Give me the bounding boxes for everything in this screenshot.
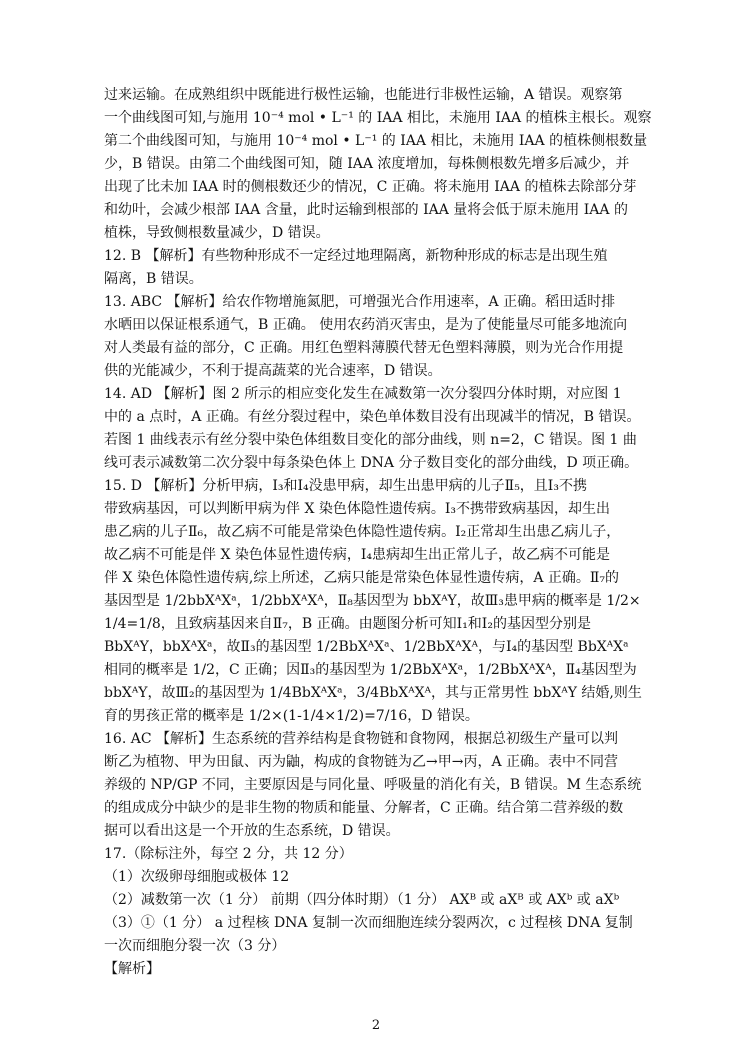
text-line: 线可表示减数第二次分裂中每条染色体上 DNA 分子数目变化的部分曲线，D 项正确。 <box>104 455 639 471</box>
answer-explanation-text <box>104 84 656 981</box>
text-line: 13. ABC 【解析】给农作物增施氮肥，可增强光合作用速率，A 正确。稻田适时排 <box>104 294 616 310</box>
text-line: 一个曲线图可知,与施用 10⁻⁴ mol • L⁻¹ 的 IAA 相比，未施用 IAA 的植株主根长。观察 <box>104 110 652 126</box>
page-number: 2 <box>371 1018 381 1033</box>
text-line: 养级的 NP/GP 不同，主要原因是与同化量、呼吸量的消化有关，B 错误。M 生态系统 <box>104 777 642 793</box>
text-line: 对人类最有益的部分，C 正确。用红色塑料薄膜代替无色塑料薄膜，则为光合作用提 <box>104 340 624 356</box>
text-line: 16. AC 【解析】生态系统的营养结构是食物链和食物网，根据总初级生产量可以判 <box>104 731 618 747</box>
text-line: 相同的概率是 1/2，C 正确；因Ⅱ₃的基因型为 1/2BbXᴬXᵃ，1/2BbXᴬXᴬ，Ⅱ₄基因型为 <box>104 662 637 678</box>
text-line: （1）次级卵母细胞或极体 12 <box>104 869 290 885</box>
text-line: 据可以看出这是一个开放的生态系统，D 错误。 <box>104 823 400 839</box>
text-line: 断乙为植物、甲为田鼠、丙为鼬，构成的食物链为乙→甲→丙，A 正确。表中不同营 <box>104 754 619 770</box>
text-line: 少，B 错误。由第二个曲线图可知，随 IAA 浓度增加，每株侧根数先增多后减少，并 <box>104 156 630 172</box>
text-line: 的组成成分中缺少的是非生物的物质和能量、分解者，C 正确。结合第二营养级的数 <box>104 800 624 816</box>
text-line: 供的光能减少，不利于提高蔬菜的光合速率，D 错误。 <box>104 363 442 379</box>
text-line: 出现了比未加 IAA 时的侧根数还少的情况，C 正确。将未施用 IAA 的植株去除部分芽 <box>104 179 637 195</box>
text-line: 伴 X 染色体隐性遗传病,综上所述，乙病只能是常染色体显性遗传病，A 正确。Ⅱ₇的 <box>104 570 620 586</box>
text-line: 水晒田以保证根系通气，B 正确。 使用农药消灭害虫，是为了使能量尽可能多地流向 <box>104 317 628 333</box>
text-line: 和幼叶，会减少根部 IAA 含量，此时运输到根部的 IAA 量将会低于原未施用 IAA 的 <box>104 202 628 218</box>
text-line: （3）①（1 分） a 过程核 DNA 复制一次而细胞连续分裂两次，c 过程核 DNA 复制 <box>104 915 633 931</box>
text-line: 12. B 【解析】有些物种形成不一定经过地理隔离，新物种形成的标志是出现生殖 <box>104 248 608 264</box>
text-line: 第二个曲线图可知，与施用 10⁻⁴ mol • L⁻¹ 的 IAA 相比，未施用 IAA 的植株侧根数量 <box>104 133 648 149</box>
text-line: 育的男孩正常的概率是 1/2×(1-1/4×1/2)=7/16，D 错误。 <box>104 708 479 724</box>
text-line: bbXᴬY，故Ⅲ₂的基因型为 1/4BbXᴬXᵃ，3/4BbXᴬXᴬ，其与正常男性 bbXᴬY 结婚,则生 <box>104 685 642 701</box>
text-line: 植株，导致侧根数量减少，D 错误。 <box>104 225 330 241</box>
text-line: 一次而细胞分裂一次（3 分） <box>104 938 286 954</box>
text-line: 带致病基因，可以判断甲病为伴 X 染色体隐性遗传病。Ⅰ₃不携带致病基因，却生出 <box>104 501 611 517</box>
text-line: 1/4=1/8，且致病基因来自Ⅱ₇，B 正确。由题图分析可知Ⅰ₁和Ⅰ₂的基因型分别是 <box>104 616 591 632</box>
text-line: 过来运输。在成熟组织中既能进行极性运输，也能进行非极性运输，A 错误。观察第 <box>104 87 623 103</box>
text-line: BbXᴬY，bbXᴬXᵃ，故Ⅱ₃的基因型 1/2BbXᴬXᵃ、1/2BbXᴬXᴬ，与Ⅰ₄的基因型 BbXᴬXᵃ <box>104 639 629 655</box>
text-line: 隔离，B 错误。 <box>104 271 203 287</box>
text-line: 【解析】 <box>104 961 160 977</box>
text-line: 15. D 【解析】分析甲病，Ⅰ₃和Ⅰ₄没患甲病，却生出患甲病的儿子Ⅱ₅，且Ⅰ₃不携 <box>104 478 587 494</box>
text-line: 中的 a 点时，A 正确。有丝分裂过程中，染色单体数目没有出现减半的情况，B 错误。 <box>104 409 641 425</box>
text-line: 17.（除标注外，每空 2 分，共 12 分） <box>104 846 353 862</box>
text-line: 患乙病的儿子Ⅱ₆，故乙病不可能是常染色体隐性遗传病。Ⅰ₂正常却生出患乙病儿子， <box>104 524 621 540</box>
text-line: 基因型是 1/2bbXᴬXᵃ，1/2bbXᴬXᴬ，Ⅱ₈基因型为 bbXᴬY，故Ⅲ₃患甲病的概率是 1/2× <box>104 593 641 609</box>
text-line: 若图 1 曲线表示有丝分裂中染色体组数目变化的部分曲线，则 n=2，C 错误。图 1 曲 <box>104 432 637 448</box>
text-line: （2）减数第一次（1 分） 前期（四分体时期）（1 分） AXᴮ 或 aXᴮ 或 AXᵇ 或 aXᵇ <box>104 892 620 908</box>
text-line: 14. AD 【解析】图 2 所示的相应变化发生在减数第一次分裂四分体时期，对应图 1 <box>104 386 622 402</box>
text-line: 故乙病不可能是伴 X 染色体显性遗传病，Ⅰ₄患病却生出正常儿子，故乙病不可能是 <box>104 547 611 563</box>
